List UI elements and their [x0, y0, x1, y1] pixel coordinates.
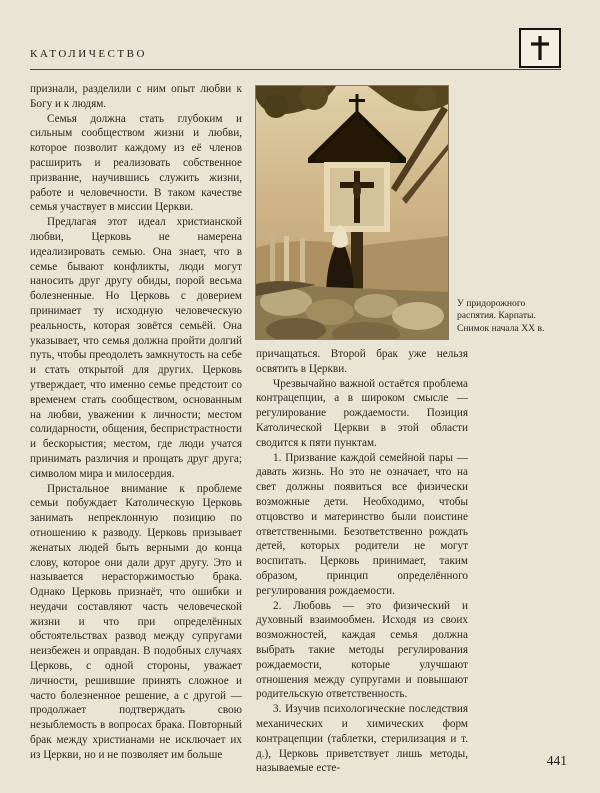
- cross-icon: [527, 34, 553, 62]
- figure: [256, 86, 548, 339]
- right-column: [256, 82, 545, 776]
- photo-frame: [256, 86, 448, 339]
- paragraph: Семья должна стать глубоким и сильным сообществом жизни и любви, которое позволит каждому из её членов расширить и реализовать собственное призвание, научившись служить жизни, работе и человечности. В таком качестве семья участвует в миссии Церкви.: [30, 112, 242, 214]
- paragraph: 1. Призвание каждой семейной пары — давать жизнь. Но это не означает, что на свет должны появиться все физически возможные дети. Необходимо, чтобы отцовство и материнство были поистине ответственными. Безответственно рождать детей, которых родители не могут воспитать. Церковь принимает, таким образом, принцип определённого регулирования рождаемости.: [256, 451, 468, 597]
- paragraph: 2. Любовь — это физический и духовный взаимообмен. Исходя из своих возможностей, каждая семья должна выбрать такие методы регулирования рождаемости, которые улучшают отношения между супругами и повышают родительскую ответственность.: [256, 599, 468, 701]
- header-rule: [30, 69, 561, 70]
- page-number: 441: [546, 753, 567, 768]
- paragraph: Пристальное внимание к проблеме семьи побуждает Католическую Церковь занимать непреклонную позицию по отношению к разводу. Церковь призывает женатых людей быть верными до конца слову, которое они дали друг другу. Это и называется нерасторжимостью брака. Однако Церковь признаёт, что ошибки и неудачи составляют часть человеческой жизни и что при определённых обстоятельствах развод между супругами неизбежен и оправдан. В подобных случаях Церковь, с одной стороны, уважает личности, решившие принять сложное и часто болезненное решение, а с другой — продолжает подтверждать свою незыблемость в вопросах брака. Повторный брак между христианами не исключает их из Церкви, но и не позволяет им больше: [30, 482, 242, 761]
- paragraph: Предлагая этот идеал христианской любви, Церковь не намерена идеализировать семью. Она знает, что в семье бывают конфликты, люди могут наносить друг другу обиды, порой весьма болезненные. Но Церковь с доверием принимает ту исходную человеческую реальность, которая зовётся семьёй. Она указывает, что семья должна пройти долгий путь, чтобы преодолеть замкнутость на себе и стать открытой для других. Церковь утверждает, что именно семье предстоит со временем стать сообществом, основанным на любви, уважении к личности; местом солидарности, общения, беспристрастности и бескорыстия; местом, где люди учатся принимать различия и прощать друг друга; символом мира и милосердия.: [30, 216, 242, 480]
- paragraph: признали, разделили с ним опыт любви к Богу и к людям.: [30, 83, 242, 110]
- paragraph: Чрезвычайно важной остаётся проблема контрацепции, а в широком смысле — регулирование рождаемости. Позиция Католической Церкви в этой области сводится к пяти пунктам.: [256, 377, 468, 449]
- paragraph: 3. Изучив психологические последствия механических и химических форм контрацепции (таблетки, стерилизация и т. д.), Церковь приветствует лишь методы, называемые есте-: [256, 703, 468, 775]
- roadside-crucifix-photo: [256, 86, 448, 339]
- chapter-emblem-box: [519, 28, 561, 68]
- page-header: [30, 26, 568, 70]
- paragraph: причащаться. Второй брак уже нельзя освятить в Церкви.: [256, 348, 468, 375]
- running-head: КАТОЛИЧЕСТВО: [30, 48, 147, 60]
- left-column: [30, 82, 242, 763]
- photo-caption: У придорожного распятия. Карпаты. Снимок начала XX в.: [457, 297, 545, 334]
